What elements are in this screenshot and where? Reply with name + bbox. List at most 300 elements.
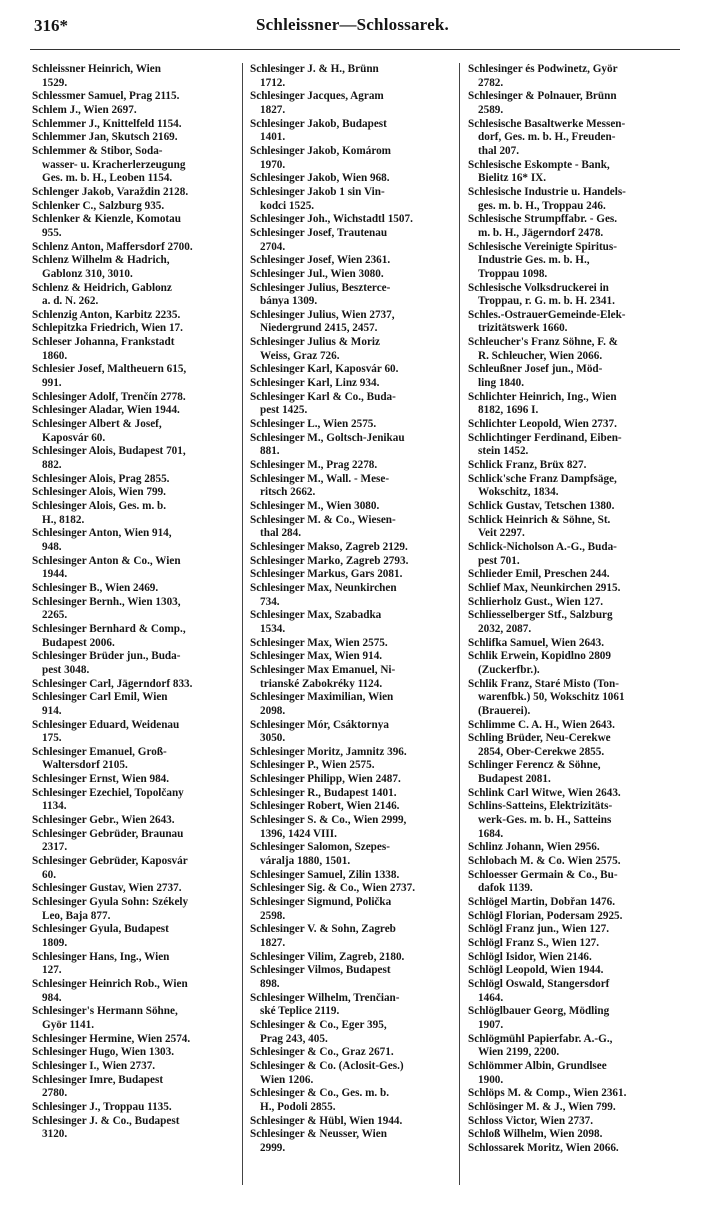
entry-name-line: Schlesinger P., Wien 2575. xyxy=(250,759,375,772)
directory-entry xyxy=(32,104,232,118)
entry-continuation-line: 1396, 1424 VIII. xyxy=(260,827,337,840)
page-header xyxy=(0,14,705,40)
directory-entry xyxy=(32,1101,232,1115)
directory-entry xyxy=(468,964,668,978)
directory-entry xyxy=(468,336,668,363)
entry-name-line: Schlesinger Jul., Wien 3080. xyxy=(250,267,384,280)
entry-name-line: Schlesinger Emanuel, Groß- xyxy=(32,745,167,758)
entry-name-line: Schlesische Strumpffabr. - Ges. xyxy=(468,213,618,226)
entry-continuation-line: 2598. xyxy=(260,909,286,922)
entry-name-line: Schlesinger Julius, Beszterce- xyxy=(250,281,391,294)
entry-continuation-line: 882. xyxy=(42,459,62,472)
entry-name-line: Schlesinger & Co., Ges. m. b. xyxy=(250,1087,390,1100)
entry-continuation-line: 2854, Ober-Cerekwe 2855. xyxy=(478,745,605,758)
directory-entry xyxy=(32,1074,232,1101)
entry-name-line: Schlesinger Jakob 1 sin Vin- xyxy=(250,185,385,198)
entry-continuation-line: ges. m. b. H., Troppau 246. xyxy=(478,199,606,212)
directory-entry xyxy=(32,691,232,718)
entry-name-line: Schlesinger és Podwinetz, Györ xyxy=(468,63,618,75)
directory-entry xyxy=(468,719,668,733)
entry-name-line: Schlögl Franz jun., Wien 127. xyxy=(468,923,610,936)
entry-continuation-line: Wien 1206. xyxy=(260,1073,314,1086)
entry-continuation-line: 1684. xyxy=(478,827,504,840)
directory-entry xyxy=(250,63,450,90)
entry-name-line: Schlesinger Carl, Jägerndorf 833. xyxy=(32,677,193,690)
entry-name-line: Schlossarek Moritz, Wien 2066. xyxy=(468,1141,619,1154)
entry-continuation-line: 1900. xyxy=(478,1073,504,1086)
entry-name-line: Schlesinger Gebrüder, Braunau xyxy=(32,827,184,840)
entry-continuation-line: 1464. xyxy=(478,991,504,1004)
directory-entry xyxy=(32,828,232,855)
entry-name-line: Schlesische Basaltwerke Messen- xyxy=(468,117,626,130)
entry-name-line: Schloß Wilhelm, Wien 2098. xyxy=(468,1128,603,1141)
entry-name-line: Schlesinger M., Wien 3080. xyxy=(250,500,380,512)
entry-name-line: Schles.-OstrauerGemeinde-Elek- xyxy=(468,308,626,321)
directory-entry xyxy=(468,1087,668,1101)
entry-name-line: Schlesinger Sigmund, Polička xyxy=(250,896,392,909)
entry-name-line: Schlierholz Gust., Wien 127. xyxy=(468,595,604,608)
entry-name-line: Schlesinger Jacques, Agram xyxy=(250,90,384,103)
entry-name-line: Schlesinger Albert & Josef, xyxy=(32,418,162,431)
directory-entry xyxy=(32,596,232,623)
entry-continuation-line: pest 701. xyxy=(478,554,520,567)
directory-entry xyxy=(250,1019,450,1046)
entry-continuation-line: R. Schleucher, Wien 2066. xyxy=(478,349,603,362)
entry-continuation-line: Troppau 1098. xyxy=(478,267,548,280)
directory-entry xyxy=(250,172,450,186)
directory-entry xyxy=(468,1128,668,1142)
entry-name-line: Schlesinger Carl Emil, Wien xyxy=(32,691,168,704)
entry-continuation-line: Budapest 2006. xyxy=(42,636,115,649)
entry-name-line: Schlesinger Hugo, Wien 1303. xyxy=(32,1046,175,1059)
entry-continuation-line: 2265. xyxy=(42,609,68,622)
directory-entry xyxy=(250,568,450,582)
directory-entry xyxy=(32,1033,232,1047)
directory-entry xyxy=(32,445,232,472)
directory-entry xyxy=(468,855,668,869)
entry-continuation-line: 1134. xyxy=(42,800,67,813)
entry-name-line: Schlesinger Alois, Budapest 701, xyxy=(32,445,186,458)
entry-continuation-line: 1970. xyxy=(260,158,286,171)
entry-continuation-line: 948. xyxy=(42,540,62,553)
entry-name-line: Schlöps M. & Comp., Wien 2361. xyxy=(468,1087,627,1100)
entry-name-line: Schlesinger Adolf, Trenčín 2778. xyxy=(32,390,186,403)
entry-name-line: Schlenz Wilhelm & Hadrich, xyxy=(32,254,170,267)
entry-name-line: Schlichtinger Ferdinand, Eiben- xyxy=(468,431,622,444)
entry-name-line: Schlesinger Salomon, Szepes- xyxy=(250,841,390,854)
directory-entry xyxy=(250,213,450,227)
entry-continuation-line: 3120. xyxy=(42,1128,68,1141)
directory-entry xyxy=(32,978,232,1005)
directory-entry xyxy=(250,391,450,418)
directory-entry xyxy=(468,1033,668,1060)
entry-name-line: Schlögl Franz S., Wien 127. xyxy=(468,937,600,949)
entry-name-line: Schlesinger Karl, Linz 934. xyxy=(250,377,380,390)
directory-entry xyxy=(468,514,668,541)
entry-continuation-line: 991. xyxy=(42,377,62,390)
directory-entry xyxy=(32,1060,232,1074)
directory-entry xyxy=(250,787,450,801)
directory-entry xyxy=(468,500,668,514)
entry-continuation-line: 955. xyxy=(42,226,62,239)
entry-name-line: Schlesinger & Neusser, Wien xyxy=(250,1128,387,1141)
entry-name-line: Schlesinger Hermine, Wien 2574. xyxy=(32,1032,191,1045)
entry-name-line: Schlesinger Marko, Zagreb 2793. xyxy=(250,554,409,567)
entry-name-line: Schlesinger V. & Sohn, Zagreb xyxy=(250,923,396,936)
directory-entry xyxy=(468,800,668,841)
entry-continuation-line: (Zuckerfbr.). xyxy=(478,663,540,676)
entry-name-line: Schlesinger Alois, Prag 2855. xyxy=(32,472,170,485)
directory-entry xyxy=(32,678,232,692)
directory-entry xyxy=(468,90,668,117)
directory-entry xyxy=(250,363,450,377)
directory-entry xyxy=(250,500,450,514)
directory-entry xyxy=(468,937,668,951)
directory-entry xyxy=(250,951,450,965)
directory-entry xyxy=(468,1115,668,1129)
entry-continuation-line: kodci 1525. xyxy=(260,199,315,212)
directory-entry xyxy=(32,336,232,363)
directory-entry xyxy=(468,732,668,759)
entry-continuation-line: 914. xyxy=(42,704,62,717)
entry-name-line: Schlesinger Julius, Wien 2737, xyxy=(250,308,395,321)
entry-name-line: Schlösinger M. & J., Wien 799. xyxy=(468,1100,616,1113)
directory-entry xyxy=(32,486,232,500)
entry-name-line: Schlesinger Josef, Trautenau xyxy=(250,226,388,239)
entry-name-line: Schlesinger Max, Wien 914. xyxy=(250,650,383,663)
directory-entry xyxy=(32,582,232,596)
entry-continuation-line: Veit 2297. xyxy=(478,527,525,540)
directory-entry xyxy=(468,678,668,719)
entry-name-line: Schlesische Eskompte - Bank, xyxy=(468,158,610,171)
entry-continuation-line: 127. xyxy=(42,964,62,977)
directory-entry xyxy=(32,923,232,950)
directory-entry xyxy=(468,787,668,801)
directory-entry xyxy=(468,923,668,937)
entry-name-line: Schlesinger Eduard, Weidenau xyxy=(32,718,180,731)
entry-name-line: Schlessmer Samuel, Prag 2115. xyxy=(32,90,180,103)
directory-entry xyxy=(250,282,450,309)
directory-entry xyxy=(250,841,450,868)
directory-entry xyxy=(250,377,450,391)
directory-entry xyxy=(32,200,232,214)
directory-entry xyxy=(32,404,232,418)
entry-name-line: Schlesinger Samuel, Zilin 1338. xyxy=(250,868,400,881)
directory-entry xyxy=(250,773,450,787)
directory-entry xyxy=(250,800,450,814)
directory-entry xyxy=(250,227,450,254)
entry-continuation-line: a. d. N. 262. xyxy=(42,295,99,308)
directory-entry xyxy=(468,869,668,896)
entry-name-line: Schlesinger Mór, Csáktornya xyxy=(250,718,389,731)
directory-entry xyxy=(32,241,232,255)
directory-entry xyxy=(32,855,232,882)
directory-entry xyxy=(468,309,668,336)
entry-name-line: Schlesinger B., Wien 2469. xyxy=(32,581,159,594)
entry-continuation-line: 881. xyxy=(260,445,280,458)
directory-entry xyxy=(468,568,668,582)
entry-name-line: Schlik Franz, Staré Misto (Ton- xyxy=(468,677,619,690)
directory-entry xyxy=(250,514,450,541)
entry-continuation-line: 1809. xyxy=(42,937,68,949)
entry-name-line: Schlesinger Gyula, Budapest xyxy=(32,923,169,936)
entry-name-line: Schlesinger Aladar, Wien 1944. xyxy=(32,404,180,417)
entry-name-line: Schleissner Heinrich, Wien xyxy=(32,63,161,75)
entry-name-line: Schlesinger Anton, Wien 914, xyxy=(32,527,172,540)
entry-name-line: Schlesinger L., Wien 2575. xyxy=(250,418,377,431)
entry-continuation-line: 2589. xyxy=(478,103,504,116)
entry-name-line: Schlichter Heinrich, Ing., Wien xyxy=(468,390,617,403)
entry-continuation-line: stein 1452. xyxy=(478,445,529,458)
directory-entry xyxy=(250,869,450,883)
directory-entry xyxy=(250,896,450,923)
directory-entry xyxy=(250,609,450,636)
directory-entry xyxy=(468,391,668,418)
directory-entry xyxy=(32,787,232,814)
entry-continuation-line: 2032, 2087. xyxy=(478,622,532,635)
directory-entry xyxy=(250,309,450,336)
entry-name-line: Schlepitzka Friedrich, Wien 17. xyxy=(32,322,183,335)
entry-continuation-line: 2098. xyxy=(260,704,286,717)
directory-entry xyxy=(250,992,450,1019)
entry-name-line: Schlinger Ferencz & Söhne, xyxy=(468,759,601,772)
entry-continuation-line: H., 8182. xyxy=(42,513,85,526)
directory-entry xyxy=(32,254,232,281)
entry-name-line: Schlesinger Karl & Co., Buda- xyxy=(250,390,396,403)
entry-name-line: Schlesinger Gebrüder, Kaposvár xyxy=(32,855,188,868)
directory-entry xyxy=(468,459,668,473)
entry-continuation-line: Prag 243, 405. xyxy=(260,1032,328,1045)
header-rule xyxy=(30,49,680,50)
entry-continuation-line: pest 1425. xyxy=(260,404,308,417)
entry-name-line: Schlesinger Ernst, Wien 984. xyxy=(32,773,170,786)
entry-name-line: Schlesinger Hans, Ing., Wien xyxy=(32,950,170,963)
entry-name-line: Schlesinger R., Budapest 1401. xyxy=(250,786,397,799)
directory-entry xyxy=(250,336,450,363)
directory-entry xyxy=(468,541,668,568)
entry-name-line: Schlesinger Bernhard & Comp., xyxy=(32,622,186,635)
directory-entry xyxy=(250,418,450,432)
entry-continuation-line: wasser- u. Kracherlerzeugung xyxy=(42,158,186,171)
entry-name-line: Schlesinger Makso, Zagreb 2129. xyxy=(250,540,408,553)
directory-entry xyxy=(250,1046,450,1060)
directory-entry xyxy=(250,254,450,268)
entry-name-line: Schleucher's Franz Söhne, F. & xyxy=(468,336,618,349)
directory-entry xyxy=(468,650,668,677)
entry-name-line: Schlesinger Josef, Wien 2361. xyxy=(250,254,391,267)
directory-entry xyxy=(250,432,450,459)
directory-entry xyxy=(468,363,668,390)
directory-entry xyxy=(468,241,668,282)
directory-entry xyxy=(468,582,668,596)
directory-entry xyxy=(32,282,232,309)
entry-continuation-line: 1534. xyxy=(260,622,286,635)
entry-name-line: Schlenz & Heidrich, Gablonz xyxy=(32,281,172,294)
directory-entry xyxy=(468,63,668,90)
entry-continuation-line: Waltersdorf 2105. xyxy=(42,759,128,772)
entry-continuation-line: ling 1840. xyxy=(478,377,525,390)
entry-name-line: Schlesinger Philipp, Wien 2487. xyxy=(250,773,401,786)
entry-continuation-line: Györ 1141. xyxy=(42,1018,95,1031)
column-3 xyxy=(468,63,668,1156)
entry-continuation-line: 984. xyxy=(42,991,62,1004)
directory-entry xyxy=(250,923,450,950)
entry-continuation-line: 1529. xyxy=(42,76,68,89)
entry-name-line: Schlief Max, Neunkirchen 2915. xyxy=(468,581,621,594)
directory-entry xyxy=(468,282,668,309)
entry-name-line: Schlenz Anton, Maffersdorf 2700. xyxy=(32,240,193,253)
directory-entry xyxy=(250,186,450,213)
entry-continuation-line: Wien 2199, 2200. xyxy=(478,1046,560,1059)
directory-entry xyxy=(32,555,232,582)
directory-entry xyxy=(32,309,232,323)
entry-continuation-line: 2704. xyxy=(260,240,286,253)
entry-continuation-line: Industrie Ges. m. b. H., xyxy=(478,254,590,267)
directory-entry xyxy=(468,910,668,924)
entry-name-line: Schlesinger & Polnauer, Brünn xyxy=(468,90,617,103)
entry-name-line: Schlem J., Wien 2697. xyxy=(32,103,137,116)
entry-name-line: Schlesinger Vilim, Zagreb, 2180. xyxy=(250,950,405,963)
entry-name-line: Schlögl Florian, Podersam 2925. xyxy=(468,909,623,922)
entry-name-line: Schlenker & Kienzle, Komotau xyxy=(32,213,181,226)
entry-name-line: Schloesser Germain & Co., Bu- xyxy=(468,868,618,881)
directory-entry xyxy=(468,213,668,240)
directory-entry xyxy=(32,882,232,896)
entry-name-line: Schlenger Jakob, Varaždin 2128. xyxy=(32,185,189,198)
entry-name-line: Schlesinger Bernh., Wien 1303, xyxy=(32,595,181,608)
directory-entry xyxy=(250,882,450,896)
entry-continuation-line: dorf, Ges. m. b. H., Freuden- xyxy=(478,131,616,144)
entry-name-line: Schlemmer J., Knittelfeld 1154. xyxy=(32,117,182,130)
entry-name-line: Schlesinger Max, Szabadka xyxy=(250,609,382,622)
entry-continuation-line: Budapest 2081. xyxy=(478,773,551,786)
directory-entry xyxy=(32,418,232,445)
entry-name-line: Schlesinger Max Emanuel, Ni- xyxy=(250,663,396,676)
entry-name-line: Schlesinger & Co., Eger 395, xyxy=(250,1018,387,1031)
directory-entry xyxy=(250,459,450,473)
entry-name-line: Schlimme C. A. H., Wien 2643. xyxy=(468,718,615,731)
entry-continuation-line: 3050. xyxy=(260,732,286,745)
directory-entry xyxy=(468,118,668,159)
directory-entry xyxy=(32,500,232,527)
entry-continuation-line: thal 284. xyxy=(260,527,302,540)
entry-name-line: Schlesinger Ezechiel, Topolčany xyxy=(32,786,184,799)
entry-name-line: Schlick'sche Franz Dampfsäge, xyxy=(468,472,617,485)
entry-name-line: Schlemmer & Stibor, Soda- xyxy=(32,144,163,157)
directory-entry xyxy=(468,609,668,636)
entry-name-line: Schlömmer Albin, Grundlsee xyxy=(468,1059,607,1072)
directory-entry xyxy=(32,746,232,773)
entry-continuation-line: 1944. xyxy=(42,568,68,581)
entry-name-line: Schlesinger & Co. (Aclosit-Ges.) xyxy=(250,1059,404,1072)
directory-entry xyxy=(250,814,450,841)
directory-entry xyxy=(250,759,450,773)
entry-continuation-line: 1860. xyxy=(42,349,68,362)
entry-name-line: Schlesische Vereinigte Spiritus- xyxy=(468,240,617,253)
directory-entry xyxy=(468,841,668,855)
entry-continuation-line: váralja 1880, 1501. xyxy=(260,855,351,868)
entry-name-line: Schlesier Josef, Maltheuern 615, xyxy=(32,363,187,376)
entry-name-line: Schlögl Isidor, Wien 2146. xyxy=(468,950,592,963)
entry-continuation-line: werk-Ges. m. b. H., Satteins xyxy=(478,814,612,827)
entry-name-line: Schlesinger J., Troppau 1135. xyxy=(32,1100,172,1113)
entry-continuation-line: Niedergrund 2415, 2457. xyxy=(260,322,378,335)
directory-entry xyxy=(32,951,232,978)
entry-continuation-line: Weiss, Graz 726. xyxy=(260,349,340,362)
entry-continuation-line: 1401. xyxy=(260,131,286,144)
directory-entry xyxy=(250,118,450,145)
directory-entry xyxy=(468,978,668,1005)
entry-name-line: Schlink Carl Witwe, Wien 2643. xyxy=(468,786,621,799)
entry-continuation-line: 60. xyxy=(42,868,56,881)
directory-entry xyxy=(32,814,232,828)
entry-continuation-line: Wokschitz, 1834. xyxy=(478,486,559,499)
directory-entry xyxy=(250,268,450,282)
directory-entry xyxy=(32,773,232,787)
entry-name-line: Schlick-Nicholson A.-G., Buda- xyxy=(468,540,617,553)
directory-entry xyxy=(32,473,232,487)
directory-entry xyxy=(32,63,232,90)
directory-entry xyxy=(250,1115,450,1129)
entry-continuation-line: H., Podoli 2855. xyxy=(260,1100,336,1113)
entry-name-line: Schlesinger M. & Co., Wiesen- xyxy=(250,513,396,526)
entry-name-line: Schlieder Emil, Preschen 244. xyxy=(468,568,610,581)
entry-continuation-line: m. b. H., Jägerndorf 2478. xyxy=(478,226,604,239)
entry-continuation-line: trianské Zabokréky 1124. xyxy=(260,677,383,690)
directory-entry xyxy=(250,719,450,746)
directory-entry xyxy=(468,596,668,610)
entry-name-line: Schlesinger I., Wien 2737. xyxy=(32,1059,156,1072)
entry-name-line: Schlesinger Jakob, Budapest xyxy=(250,117,387,130)
entry-name-line: Schlik Erwein, Kopidlno 2809 xyxy=(468,650,611,663)
entry-name-line: Schlick Gustav, Tetschen 1380. xyxy=(468,500,615,512)
directory-entry xyxy=(32,145,232,186)
directory-entry xyxy=(468,186,668,213)
directory-entry xyxy=(250,582,450,609)
entry-continuation-line: 1907. xyxy=(478,1018,504,1031)
entry-continuation-line: Troppau, r. G. m. b. H. 2341. xyxy=(478,295,615,308)
entry-name-line: Schlöglbauer Georg, Mödling xyxy=(468,1005,610,1018)
entry-name-line: Schlemmer Jan, Skutsch 2169. xyxy=(32,131,178,144)
directory-entry xyxy=(32,1046,232,1060)
directory-entry xyxy=(250,90,450,117)
entry-continuation-line: 2317. xyxy=(42,841,68,854)
entry-name-line: Schlesinger Karl, Kaposvár 60. xyxy=(250,363,399,376)
entry-name-line: Schloss Victor, Wien 2737. xyxy=(468,1114,594,1127)
entry-continuation-line: Gablonz 310, 3010. xyxy=(42,267,133,280)
entry-name-line: Schlesinger's Hermann Söhne, xyxy=(32,1005,178,1018)
entry-name-line: Schlesinger J. & H., Brünn xyxy=(250,63,379,75)
entry-continuation-line: dafok 1139. xyxy=(478,882,533,895)
directory-entry xyxy=(468,418,668,432)
column-2 xyxy=(250,63,450,1156)
entry-name-line: Schlesinger Jakob, Wien 968. xyxy=(250,172,390,185)
directory-entry xyxy=(250,1087,450,1114)
entry-continuation-line: 2999. xyxy=(260,1141,286,1154)
directory-entry xyxy=(32,719,232,746)
column-divider-2 xyxy=(459,63,460,1185)
entry-continuation-line: pest 3048. xyxy=(42,663,90,676)
entry-continuation-line: 2780. xyxy=(42,1087,68,1100)
directory-entry xyxy=(250,1060,450,1087)
entry-name-line: Schlesinger Imre, Budapest xyxy=(32,1073,164,1086)
entry-name-line: Schlesinger S. & Co., Wien 2999, xyxy=(250,814,407,827)
entry-continuation-line: Bielitz 16* IX. xyxy=(478,172,547,185)
entry-name-line: Schlifka Samuel, Wien 2643. xyxy=(468,636,605,649)
directory-entry xyxy=(468,759,668,786)
directory-entry xyxy=(468,432,668,459)
entry-name-line: Schlesinger Max, Neunkirchen xyxy=(250,581,397,594)
